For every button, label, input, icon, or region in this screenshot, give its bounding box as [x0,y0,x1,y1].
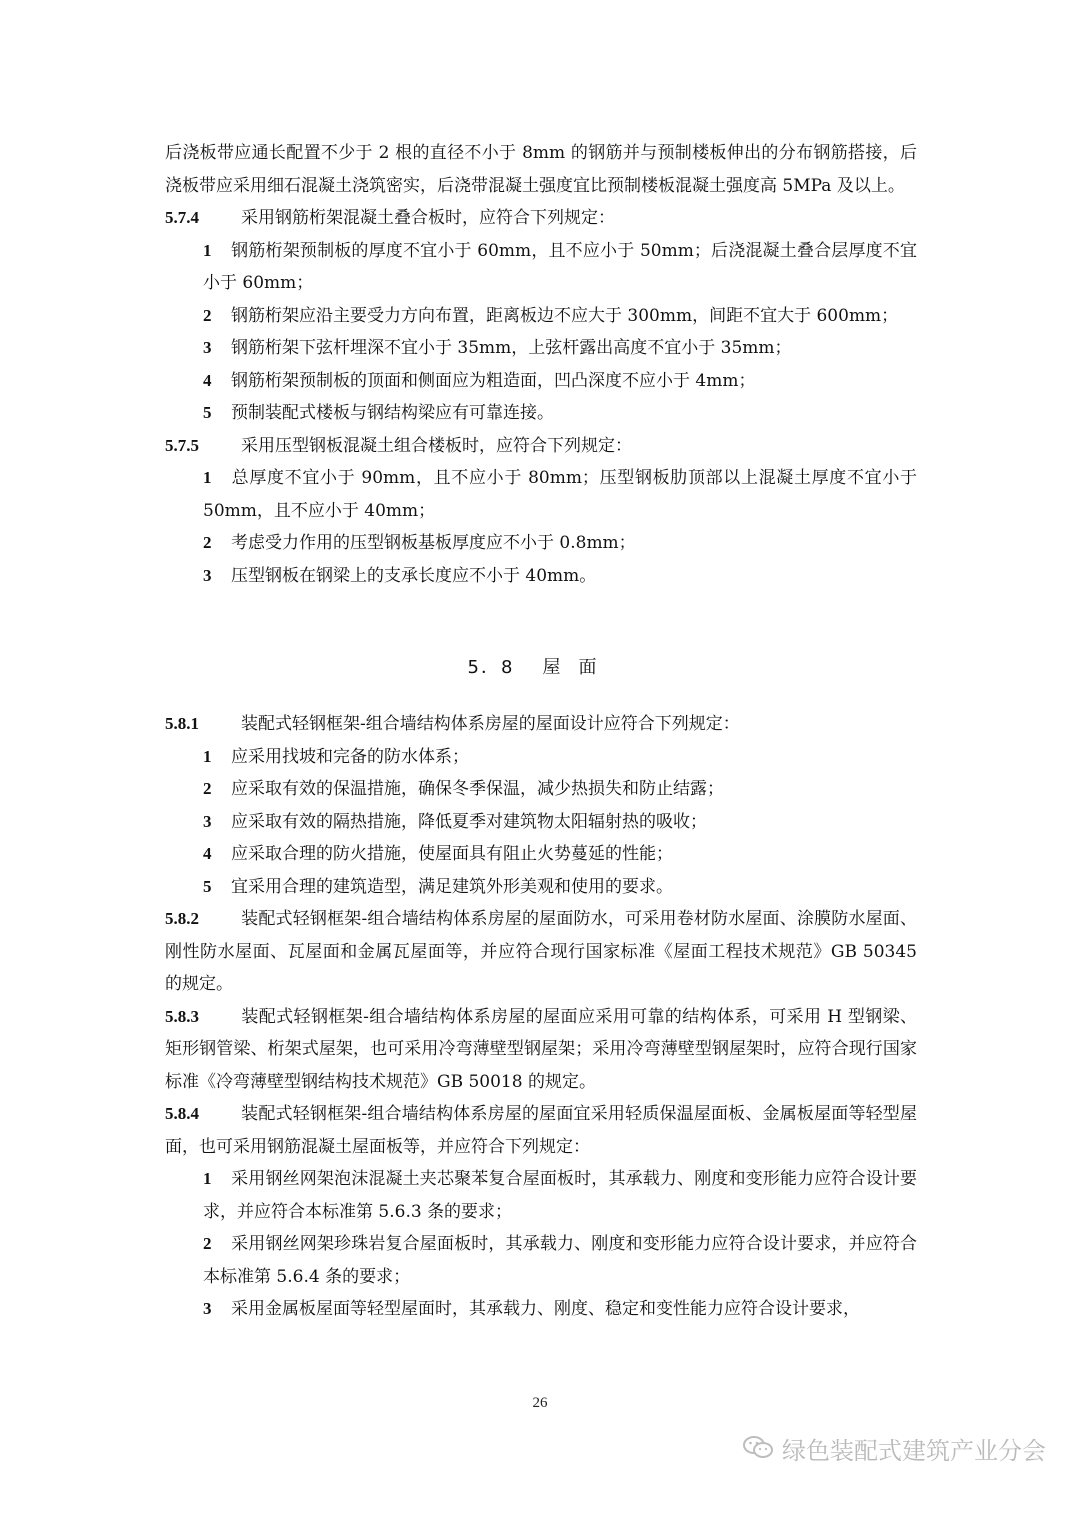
list-item [165,1293,917,1326]
item-text: 钢筋桁架下弦杆埋深不宜小于 35mm，上弦杆露出高度不宜小于 35mm； [231,338,792,358]
item-number: 2 [203,305,212,325]
list-item [165,300,917,333]
clause-5-8-1 [165,708,917,741]
clause-number: 5.7.5 [165,435,199,455]
clause-5-7-4 [165,202,917,235]
item-text: 应采用找坡和完备的防水体系； [231,746,469,767]
item-text: 应采取有效的保温措施，确保冬季保温，减少热损失和防止结露； [231,779,724,799]
item-text: 宜采用合理的建筑造型，满足建筑外形美观和使用的要求。 [231,876,673,897]
clause-text: 采用钢筋桁架混凝土叠合板时，应符合下列规定： [241,208,615,228]
list-item [165,397,917,430]
item-number: 1 [203,746,212,766]
clause-number: 5.8.2 [165,909,199,928]
clause-text: 装配式轻钢框架-组合墙结构体系房屋的屋面设计应符合下列规定： [241,714,740,734]
list-item [165,462,917,527]
item-text: 压型钢板在钢梁上的支承长度应不小于 40mm。 [231,565,597,586]
item-text: 钢筋桁架应沿主要受力方向布置，距离板边不应大于 300mm，间距不宜大于 600mm； [231,305,899,326]
clause-text: 装配式轻钢框架-组合墙结构体系房屋的屋面应采用可靠的结构体系，可采用 H 型钢梁、矩形钢管梁、桁架式屋架，也可采用冷弯薄壁型钢屋架；采用冷弯薄壁型钢屋架时，应符合现行国家标准《冷弯薄壁型钢结构技术规范》GB 50018 的规定。 [165,1006,917,1092]
clause-number: 5.8.4 [165,1104,199,1123]
section-heading [165,652,917,684]
item-text: 预制装配式楼板与钢结构梁应有可靠连接。 [231,403,554,423]
item-text: 应采取有效的隔热措施，降低夏季对建筑物太阳辐射热的吸收； [231,811,707,832]
clause-text: 装配式轻钢框架-组合墙结构体系房屋的屋面宜采用轻质保温屋面板、金属板屋面等轻型屋面，也可采用钢筋混凝土屋面板等，并应符合下列规定： [165,1104,917,1157]
list-item [165,527,917,560]
item-text: 应采取合理的防火措施，使屋面具有阻止火势蔓延的性能； [231,844,673,864]
list-item [165,1228,917,1293]
item-text: 钢筋桁架预制板的顶面和侧面应为粗造面，凹凸深度不应小于 4mm； [231,370,756,391]
item-number: 3 [203,338,212,357]
item-number: 4 [203,370,212,390]
page-content [165,137,917,1326]
clause-5-8-4 [165,1098,917,1163]
wechat-icon [742,1435,774,1461]
page-number: 26 [532,1395,548,1411]
list-item [165,773,917,806]
list-item [165,560,917,593]
watermark-text: 绿色装配式建筑产业分会 [782,1436,1046,1465]
list-item [165,332,917,365]
list-item [165,1163,917,1228]
list-item [165,741,917,774]
clause-text: 装配式轻钢框架-组合墙结构体系房屋的屋面防水，可采用卷材防水屋面、涂膜防水屋面、刚性防水屋面、瓦屋面和金属瓦屋面等，并应符合现行国家标准《屋面工程技术规范》GB 50345 的规定。 [165,909,917,994]
item-number: 5 [203,876,212,896]
list-item [165,806,917,839]
watermark [742,1433,1046,1463]
item-text: 采用钢丝网架泡沫混凝土夹芯聚苯复合屋面板时，其承载力、刚度和变形能力应符合设计要求，并应符合本标准第 5.6.3 条的要求； [203,1169,917,1222]
list-item [165,235,917,300]
list-item [165,838,917,871]
item-text: 考虑受力作用的压型钢板基板厚度应不小于 0.8mm； [231,533,636,553]
item-number: 2 [203,779,212,798]
item-number: 2 [203,533,212,552]
item-text: 总厚度不宜小于 90mm，且不应小于 80mm；压型钢板肋顶部以上混凝土厚度不宜小于 50mm，且不应小于 40mm； [203,468,917,521]
clause-text: 采用压型钢板混凝土组合楼板时，应符合下列规定： [241,435,632,456]
item-number: 3 [203,565,212,585]
section-name: 屋面 [542,657,615,678]
item-number: 4 [203,844,212,863]
paragraph-continuation: 后浇板带应通长配置不少于 2 根的直径不小于 8mm 的钢筋并与预制楼板伸出的分布钢筋搭接，后浇板带应采用细石混凝土浇筑密实，后浇带混凝土强度宜比预制楼板混凝土强度高 5MPa 及以上。 [165,143,917,196]
item-number: 2 [203,1234,212,1253]
clause-number: 5.7.4 [165,208,199,227]
clause-5-7-5 [165,430,917,463]
list-item [165,365,917,398]
section-number: 5．8 [467,657,515,678]
item-number: 1 [203,468,212,487]
item-number: 5 [203,403,212,422]
clause-number: 5.8.1 [165,714,199,733]
clause-number: 5.8.3 [165,1006,199,1026]
item-text: 钢筋桁架预制板的厚度不宜小于 60mm，且不应小于 50mm；后浇混凝土叠合层厚度不宜小于 60mm； [203,240,917,293]
clause-5-8-3 [165,1001,917,1099]
clause-5-8-2 [165,903,917,1001]
item-text: 采用钢丝网架珍珠岩复合屋面板时，其承载力、刚度和变形能力应符合设计要求，并应符合本标准第 5.6.4 条的要求； [203,1234,917,1287]
item-number: 1 [203,240,212,260]
item-number: 1 [203,1169,212,1188]
item-text: 采用金属板屋面等轻型屋面时，其承载力、刚度、稳定和变性能力应符合设计要求， [231,1299,860,1319]
item-number: 3 [203,811,212,831]
item-number: 3 [203,1299,212,1318]
list-item [165,871,917,904]
